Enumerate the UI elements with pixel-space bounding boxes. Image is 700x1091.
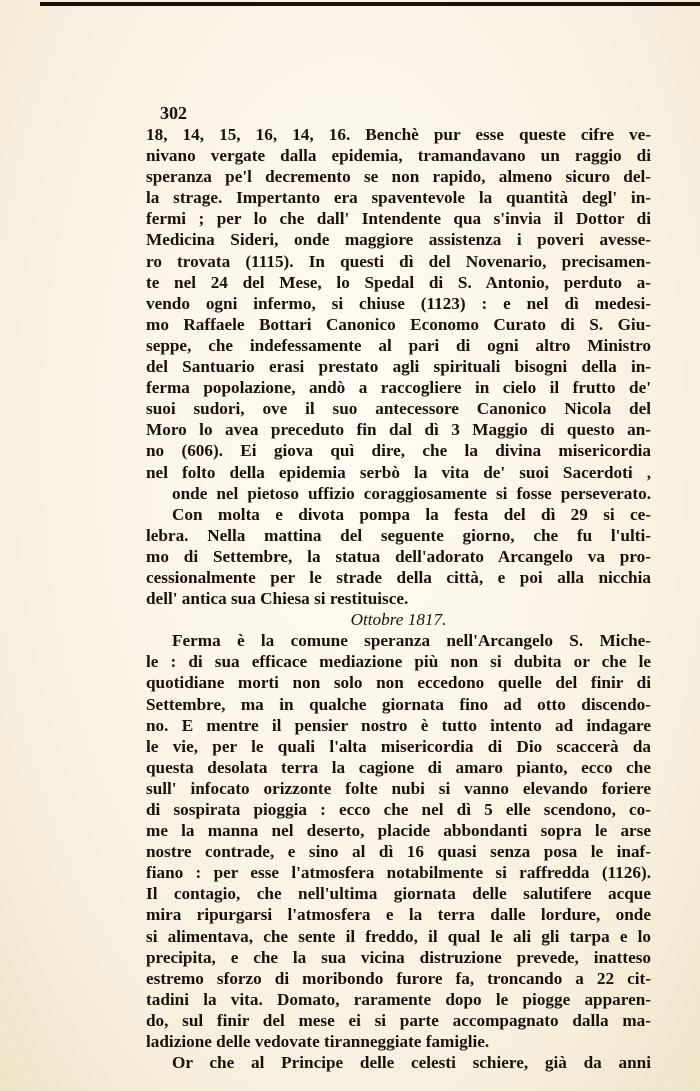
- page-text: [146, 103, 651, 1073]
- text-line: Ferma è la comune speranza nell'Arcangelo S. Miche-: [172, 631, 651, 651]
- text-line: del Santuario erasi prestato agli spirituali bisogni della in-: [146, 357, 651, 377]
- text-line: cessionalmente per le strade della città, e poi alla nicchia: [146, 567, 651, 587]
- text-line: estremo sforzo di moribondo furore fa, troncando a 22 cit-: [146, 968, 651, 988]
- text-lines: [146, 124, 651, 1073]
- text-line: questa desolata terra la cagione di amaro pianto, ecco che: [146, 757, 651, 777]
- text-line: mo Raffaele Bottari Canonico Economo Curato di S. Giu-: [146, 314, 651, 334]
- text-line: ro trovata (1115). In questi dì del Novenario, precisamen-: [146, 251, 651, 271]
- text-line: quotidiane morti non solo non eccedono quelle del finir di: [146, 673, 651, 693]
- text-line: nel folto della epidemia serbò la vita de' suoi Sacerdoti ,: [146, 462, 651, 482]
- section-heading: Ottobre 1817.: [350, 610, 447, 630]
- text-line: seppe, che indefessamente al pari di ogni altro Ministro: [146, 335, 651, 355]
- text-line: Con molta e divota pompa la festa del dì 29 si ce-: [172, 504, 651, 524]
- text-line: mo di Settembre, la statua dell'adorato Arcangelo va pro-: [146, 546, 651, 566]
- text-line: no. E mentre il pensier nostro è tutto intento ad indagare: [146, 715, 651, 735]
- text-line: fiano : per esse l'atmosfera notabilmente si raffredda (1126).: [146, 863, 651, 883]
- text-line: suoi sudori, ove il suo antecessore Canonico Nicola del: [146, 399, 651, 419]
- top-rule: [40, 2, 700, 6]
- text-line: me la manna nel deserto, placide abbondanti sopra le arse: [146, 821, 651, 841]
- text-line: no (606). Ei giova quì dire, che la divina misericordia: [146, 441, 651, 461]
- text-line: nostre contrade, e sino al dì 16 quasi senza posa le inaf-: [146, 842, 651, 862]
- text-line: fermi ; per lo che dall' Intendente qua s'invia il Dottor di: [146, 209, 651, 229]
- text-line: vendo ogni infermo, si chiuse (1123) : e nel dì medesi-: [146, 293, 651, 313]
- text-line: le vie, per le quali l'alta misericordia di Dio scaccerà da: [146, 736, 651, 756]
- text-line: Moro lo avea preceduto fin dal dì 3 Maggio di questo an-: [146, 420, 651, 440]
- text-line: speranza pe'l decremento se non rapido, almeno sicuro del-: [146, 167, 651, 187]
- text-line: mira ripurgarsi l'atmosfera e la terra dalle lordure, onde: [146, 905, 651, 925]
- text-line: precipita, e che la sua vicina distruzione prevede, inatteso: [146, 947, 651, 967]
- text-line: Settembre, ma in qualche giornata fino ad otto discendo-: [146, 694, 651, 714]
- text-line: dell' antica sua Chiesa si restituisce.: [146, 589, 409, 609]
- text-line: te nel 24 del Mese, lo Spedal di S. Antonio, perduto a-: [146, 272, 651, 292]
- text-line: ladizione delle vedovate tiranneggiate famiglie.: [146, 1032, 490, 1052]
- text-line: Medicina Sideri, onde maggiore assistenza i poveri avesse-: [146, 230, 651, 250]
- text-line: nivano vergate dalla epidemia, tramandavano un raggio di: [146, 146, 651, 166]
- text-line: di sospirata pioggia : ecco che nel dì 5 elle scendono, co-: [146, 800, 651, 819]
- page-number: 302: [160, 103, 187, 123]
- text-line: ferma popolazione, andò a raccogliere in cielo il frutto de': [146, 378, 651, 398]
- text-line: onde nel pietoso uffizio coraggiosamente si fosse perseverato.: [172, 483, 651, 503]
- text-line: Il contagio, che nell'ultima giornata delle salutifere acque: [146, 884, 651, 904]
- text-line: Or che al Principe delle celesti schiere, già da anni: [172, 1053, 651, 1073]
- text-line: do, sul finir del mese ei si parte accompagnato dalla ma-: [146, 1010, 651, 1030]
- text-line: si alimentava, che sente il freddo, il qual le ali gli tarpa e lo: [146, 926, 651, 946]
- text-line: sull' infocato orizzonte folte nubi si vanno elevando foriere: [146, 778, 651, 798]
- text-line: la strage. Impertanto era spaventevole la quantità degl' in-: [146, 188, 651, 208]
- text-line: tadini la vita. Domato, raramente dopo le piogge apparen-: [146, 989, 651, 1009]
- text-line: le : di sua efficace mediazione più non si dubita or che le: [146, 652, 651, 672]
- text-line: 18, 14, 15, 16, 14, 16. Benchè pur esse queste cifre ve-: [146, 125, 651, 144]
- text-line: lebra. Nella mattina del seguente giorno, che fu l'ulti-: [146, 525, 651, 545]
